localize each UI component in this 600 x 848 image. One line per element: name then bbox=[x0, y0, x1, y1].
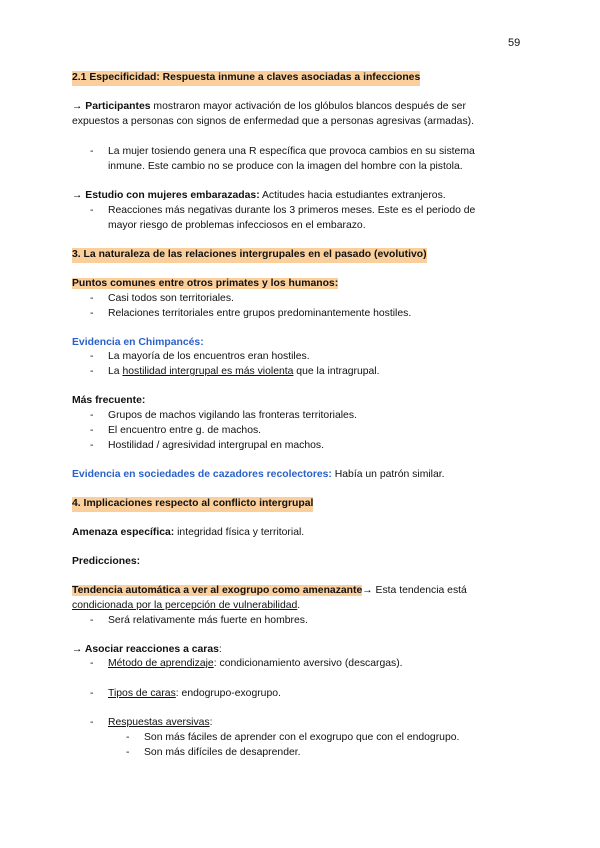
bullet-text: Reacciones más negativas durante los 3 primeros meses. Este es el periodo de bbox=[108, 205, 476, 216]
bullet-text: Hostilidad / agresividad intergrupal en machos. bbox=[108, 440, 325, 451]
participantes-line2: expuestos a personas con signos de enfermedad que a personas agresivas (armadas). bbox=[72, 116, 475, 127]
section-heading-2-1: 2.1 Especificidad: Respuesta inmune a claves asociadas a infecciones bbox=[72, 71, 420, 86]
bullet-text: Casi todos son territoriales. bbox=[108, 293, 234, 304]
participantes-line1: → Participantes mostraron mayor activación de los glóbulos blancos después de ser bbox=[72, 101, 466, 112]
participantes-label: Participantes bbox=[85, 101, 151, 112]
section-heading-3: 3. La naturaleza de las relaciones intergrupales en el pasado (evolutivo) bbox=[72, 248, 427, 263]
tendencia-line1: Tendencia automática a ver al exogrupo como amenazante→ Esta tendencia está bbox=[72, 585, 467, 596]
bullet-text: La hostilidad intergrupal es más violenta que la intragrupal. bbox=[108, 366, 380, 377]
bullet-text: inmune. Este cambio no se produce con la imagen del hombre con la pistola. bbox=[108, 161, 463, 172]
sub-bullet-dash: - bbox=[126, 747, 130, 758]
bullet-dash: - bbox=[90, 717, 94, 728]
bullet-dash: - bbox=[90, 366, 94, 377]
sub-bullet-text: Son más fáciles de aprender con el exogrupo que con el endogrupo. bbox=[144, 732, 460, 743]
sub-bullet-dash: - bbox=[126, 732, 130, 743]
bullet-text: El encuentro entre g. de machos. bbox=[108, 425, 262, 436]
tendencia-line2: condicionada por la percepción de vulnerabilidad. bbox=[72, 600, 301, 611]
amenaza-line: Amenaza específica: integridad física y territorial. bbox=[72, 527, 305, 538]
bullet-dash: - bbox=[90, 351, 94, 362]
bullet-text: Grupos de machos vigilando las fronteras territoriales. bbox=[108, 410, 357, 421]
bullet-dash: - bbox=[90, 146, 94, 157]
puntos-heading: Puntos comunes entre otros primates y los humanos: bbox=[72, 278, 339, 289]
section-heading-4: 4. Implicaciones respecto al conflicto intergrupal bbox=[72, 497, 313, 512]
page-number: 59 bbox=[508, 37, 521, 49]
bullet-dash: - bbox=[90, 308, 94, 319]
bullet-text: La mayoría de los encuentros eran hostiles. bbox=[108, 351, 310, 362]
estudio-label: Estudio con mujeres embarazadas: bbox=[85, 190, 260, 201]
bullet-dash: - bbox=[90, 615, 94, 626]
bullet-text: La mujer tosiendo genera una R específica que provoca cambios en su sistema bbox=[108, 146, 475, 157]
bullet-dash: - bbox=[90, 658, 94, 669]
estudio-line: → Estudio con mujeres embarazadas: Actitudes hacia estudiantes extranjeros. bbox=[72, 190, 446, 201]
chimp-heading: Evidencia en Chimpancés: bbox=[72, 337, 204, 348]
frecuente-heading: Más frecuente: bbox=[72, 395, 146, 406]
bullet-dash: - bbox=[90, 293, 94, 304]
bullet-text: mayor riesgo de problemas infecciosos en el embarazo. bbox=[108, 220, 366, 231]
bullet-dash: - bbox=[90, 425, 94, 436]
bullet-dash: - bbox=[90, 440, 94, 451]
sub-bullet-text: Son más difíciles de desaprender. bbox=[144, 747, 301, 758]
predicciones-heading: Predicciones: bbox=[72, 556, 141, 567]
cazadores-line: Evidencia en sociedades de cazadores recolectores: Había un patrón similar. bbox=[72, 469, 445, 480]
bullet-dash: - bbox=[90, 205, 94, 216]
bullet-text: Relaciones territoriales entre grupos predominantemente hostiles. bbox=[108, 308, 412, 319]
bullet-dash: - bbox=[90, 410, 94, 421]
bullet-text: Método de aprendizaje: condicionamiento aversivo (descargas). bbox=[108, 658, 403, 669]
bullet-text: Tipos de caras: endogrupo-exogrupo. bbox=[108, 688, 281, 699]
bullet-text: Será relativamente más fuerte en hombres. bbox=[108, 615, 308, 626]
asociar-heading: → Asociar reacciones a caras: bbox=[72, 644, 222, 655]
bullet-dash: - bbox=[90, 688, 94, 699]
bullet-text: Respuestas aversivas: bbox=[108, 717, 213, 728]
